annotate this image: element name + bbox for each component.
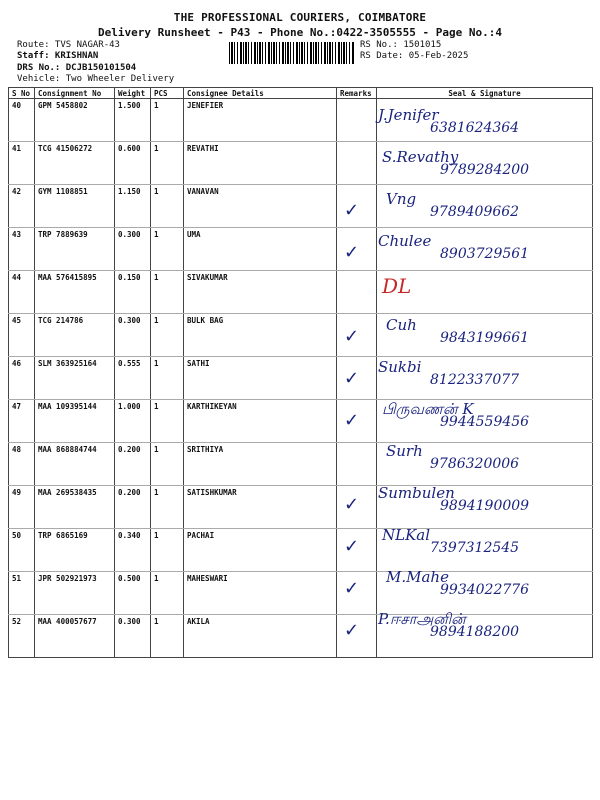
staff-label: Staff: KRISHNAN	[17, 51, 99, 61]
consignment-cell: MAA 109395144	[35, 400, 115, 443]
consignment-cell: MAA 400057677	[35, 615, 115, 658]
drs-number: DRS No.: DCJB150101504	[17, 63, 137, 73]
sno-cell: 42	[9, 185, 35, 228]
pcs-cell: 1	[151, 228, 184, 271]
pcs-cell: 1	[151, 615, 184, 658]
remarks-cell	[337, 142, 377, 185]
sno-cell: 43	[9, 228, 35, 271]
handwritten-phone: 9944559456	[440, 414, 530, 430]
pcs-cell: 1	[151, 271, 184, 314]
handwritten-signature: Surh	[386, 442, 423, 460]
handwritten-phone: 9843199661	[440, 330, 530, 346]
handwritten-phone: 8903729561	[440, 246, 530, 262]
sno-cell: 44	[9, 271, 35, 314]
table-header-row	[9, 88, 593, 99]
weight-cell: 0.500	[115, 572, 151, 615]
pcs-cell: 1	[151, 400, 184, 443]
tick-mark-icon: ✓	[344, 242, 360, 263]
rs-date: RS Date: 05-Feb-2025	[360, 51, 469, 61]
handwritten-signature: NLKal	[382, 526, 431, 544]
consignment-cell: MAA 576415895	[35, 271, 115, 314]
consignee-cell: AKILA	[184, 615, 337, 658]
consignee-cell: JENEFIER	[184, 99, 337, 142]
sno-cell: 46	[9, 357, 35, 400]
handwritten-signature: Cuh	[386, 316, 417, 334]
pcs-cell: 1	[151, 314, 184, 357]
weight-cell: 1.150	[115, 185, 151, 228]
col-signature: Seal & Signature	[377, 88, 593, 99]
weight-cell: 0.200	[115, 443, 151, 486]
handwritten-phone: 9894188200	[430, 624, 520, 640]
consignee-cell: SIVAKUMAR	[184, 271, 337, 314]
handwritten-signature: J.Jenifer	[378, 106, 439, 124]
consignment-cell: SLM 363925164	[35, 357, 115, 400]
route-label: Route: TVS NAGAR-43	[17, 40, 120, 50]
pcs-cell: 1	[151, 357, 184, 400]
tick-mark-icon: ✓	[344, 494, 360, 515]
remarks-cell	[337, 443, 377, 486]
tick-mark-icon: ✓	[344, 368, 360, 389]
consignment-cell: TRP 7889639	[35, 228, 115, 271]
handwritten-signature: P.ஈசாஅனின்	[378, 610, 466, 628]
pcs-cell: 1	[151, 142, 184, 185]
sno-cell: 51	[9, 572, 35, 615]
consignment-cell: TRP 6865169	[35, 529, 115, 572]
weight-cell: 0.555	[115, 357, 151, 400]
handwritten-phone: 7397312545	[430, 540, 520, 556]
consignment-cell: GPM 5458802	[35, 99, 115, 142]
handwritten-phone: 9789409662	[430, 204, 520, 220]
weight-cell: 0.200	[115, 486, 151, 529]
weight-cell: 1.000	[115, 400, 151, 443]
company-title: THE PROFESSIONAL COURIERS, COIMBATORE	[173, 11, 427, 24]
consignment-cell: JPR 502921973	[35, 572, 115, 615]
consignee-cell: PACHAI	[184, 529, 337, 572]
sno-cell: 40	[9, 99, 35, 142]
consignee-cell: BULK BAG	[184, 314, 337, 357]
handwritten-phone: 9934022776	[440, 582, 530, 598]
handwritten-signature: Chulee	[378, 232, 432, 250]
handwritten-signature: S.Revathy	[382, 148, 459, 166]
pcs-cell: 1	[151, 572, 184, 615]
tick-mark-icon: ✓	[344, 620, 360, 641]
pcs-cell: 1	[151, 443, 184, 486]
weight-cell: 0.300	[115, 615, 151, 658]
tick-mark-icon: ✓	[344, 200, 360, 221]
sno-cell: 50	[9, 529, 35, 572]
handwritten-phone: 8122337077	[430, 372, 520, 388]
remarks-cell	[337, 271, 377, 314]
barcode	[229, 42, 354, 64]
table-row	[9, 271, 593, 314]
handwritten-phone: 9789284200	[440, 162, 530, 178]
handwritten-signature: பிருவணன் K	[382, 400, 474, 418]
consignee-cell: REVATHI	[184, 142, 337, 185]
consignee-cell: SATHI	[184, 357, 337, 400]
col-weight: Weight	[115, 88, 151, 99]
runsheet-subtitle: Delivery Runsheet - P43 - Phone No.:0422-3505555 - Page No.:4	[98, 26, 502, 39]
sno-cell: 41	[9, 142, 35, 185]
col-consignee: Consignee Details	[184, 88, 337, 99]
weight-cell: 0.150	[115, 271, 151, 314]
consignment-cell: MAA 269538435	[35, 486, 115, 529]
sno-cell: 49	[9, 486, 35, 529]
tick-mark-icon: ✓	[344, 578, 360, 599]
tick-mark-icon: ✓	[344, 326, 360, 347]
pcs-cell: 1	[151, 99, 184, 142]
pcs-cell: 1	[151, 529, 184, 572]
tick-mark-icon: ✓	[344, 410, 360, 431]
consignee-cell: SATISHKUMAR	[184, 486, 337, 529]
consignment-cell: TCG 41506272	[35, 142, 115, 185]
sno-cell: 47	[9, 400, 35, 443]
handwritten-signature: Sumbulen	[378, 484, 455, 502]
vehicle-label: Vehicle: Two Wheeler Delivery	[17, 74, 175, 84]
pcs-cell: 1	[151, 486, 184, 529]
sno-cell: 45	[9, 314, 35, 357]
col-consignment: Consignment No	[35, 88, 115, 99]
consignment-cell: MAA 868884744	[35, 443, 115, 486]
handwritten-signature: Vng	[386, 190, 417, 208]
sno-cell: 52	[9, 615, 35, 658]
consignment-cell: TCG 214786	[35, 314, 115, 357]
weight-cell: 0.340	[115, 529, 151, 572]
handwritten-phone: 6381624364	[430, 120, 520, 136]
consignee-cell: VANAVAN	[184, 185, 337, 228]
col-remarks: Remarks	[337, 88, 377, 99]
pcs-cell: 1	[151, 185, 184, 228]
col-pcs: PCS	[151, 88, 184, 99]
consignment-cell: GYM 1108851	[35, 185, 115, 228]
handwritten-signature: DL	[382, 274, 412, 298]
sno-cell: 48	[9, 443, 35, 486]
col-sno: S No	[9, 88, 35, 99]
remarks-cell	[337, 99, 377, 142]
weight-cell: 0.300	[115, 314, 151, 357]
handwritten-signature: Sukbi	[378, 358, 422, 376]
handwritten-phone: 9786320006	[430, 456, 520, 472]
weight-cell: 0.600	[115, 142, 151, 185]
handwritten-signature: M.Mahe	[386, 568, 449, 586]
consignee-cell: MAHESWARI	[184, 572, 337, 615]
tick-mark-icon: ✓	[344, 536, 360, 557]
rs-number: RS No.: 1501015	[360, 40, 442, 50]
weight-cell: 0.300	[115, 228, 151, 271]
consignee-cell: KARTHIKEYAN	[184, 400, 337, 443]
consignee-cell: SRITHIYA	[184, 443, 337, 486]
handwritten-phone: 9894190009	[440, 498, 530, 514]
weight-cell: 1.500	[115, 99, 151, 142]
consignee-cell: UMA	[184, 228, 337, 271]
